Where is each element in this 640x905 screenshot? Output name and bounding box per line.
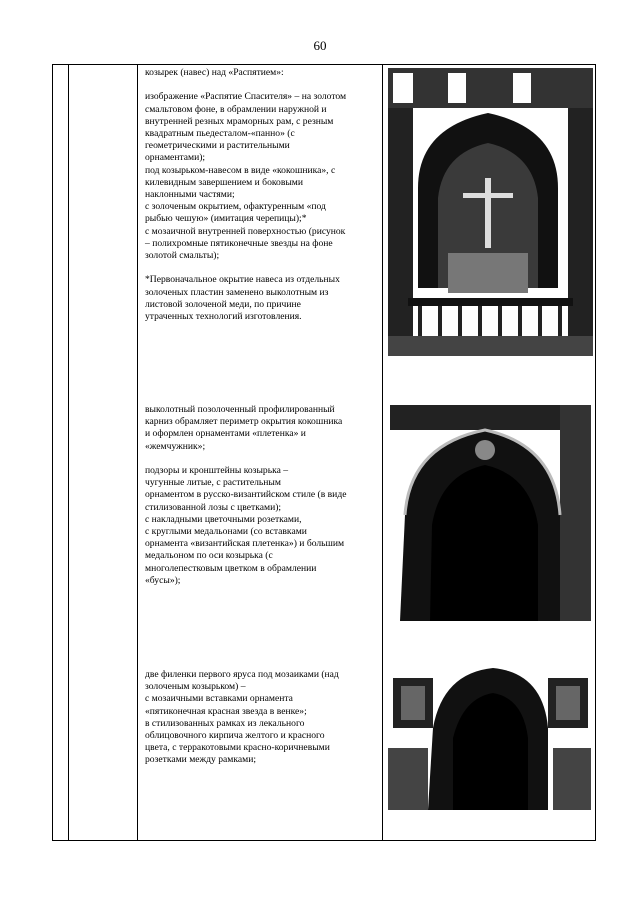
text-line: многолепестковым цветком в обрамлении [145, 562, 317, 574]
text-line: «жемчужник»; [145, 440, 206, 452]
text-line: две филенки первого яруса под мозаиками (над [145, 669, 339, 680]
text-line: с накладными цветочными розетками, [145, 513, 302, 525]
crucifixion-canopy-photo [388, 68, 593, 356]
text-line: козырек (навес) над «Распятием»: [145, 67, 284, 78]
text-line: рыбью чешую» (имитация черепицы);* [145, 213, 307, 225]
paragraph [145, 465, 381, 587]
text-line: розетками между рамками; [145, 754, 257, 766]
panels-photo [388, 668, 591, 810]
text-line: подзоры и кронштейны козырька – [145, 465, 289, 476]
paragraph [145, 274, 381, 323]
paragraph [145, 67, 381, 79]
column-divider [137, 64, 138, 840]
text-line: «бусы»); [145, 574, 181, 586]
column-divider [595, 64, 596, 840]
text-line: внутренней резных мраморных рам, с резным [145, 115, 334, 127]
text-line: облицовочного кирпича желтого и красного [145, 730, 325, 742]
text-line: карниз обрамляет периметр окрытия кокошника [145, 416, 343, 428]
text-line: и оформлен орнаментами «плетенка» и [145, 428, 306, 440]
text-line: геометрическими и растительными [145, 140, 290, 152]
column-divider [52, 64, 53, 840]
column-divider [382, 64, 383, 840]
text-line: золоченых пластин заменено выколотным из [145, 286, 329, 298]
kokoshnik-canopy-photo [390, 405, 591, 621]
paragraph [145, 404, 381, 453]
text-line: под козырьком-навесом в виде «кокошника», с [145, 164, 336, 176]
row-2-description [145, 404, 381, 587]
text-line: орнаментами); [145, 152, 206, 164]
text-line: цвета, с терракотовыми красно-коричневыми [145, 742, 330, 754]
text-line: изображение «Распятие Спасителя» – на золотом [145, 91, 347, 103]
text-line: золотой смальты); [145, 250, 220, 262]
text-line: в стилизованных рамках из лекального [145, 717, 305, 729]
text-line: с мозаичными вставками орнамента [145, 693, 293, 705]
row-1-description [145, 67, 381, 323]
text-line: с золоченым окрытием, офактуренным «под [145, 201, 326, 213]
text-line: «пятиконечная красная звезда в венке»; [145, 705, 307, 717]
page-number: 60 [313, 38, 327, 53]
column-divider [68, 64, 69, 840]
text-line: медальоном по оси козырька (с [145, 550, 273, 562]
text-line: стилизованной лозы с цветками); [145, 501, 282, 513]
text-line: утраченных технологий изготовления. [145, 311, 302, 323]
paragraph [145, 91, 381, 262]
row-3-description [145, 669, 381, 767]
text-line: выколотный позолоченный профилированный [145, 404, 335, 415]
text-line: листовой золоченой меди, по причине [145, 298, 301, 310]
text-line: орнаментом в русско-византийском стиле (в виде [145, 489, 347, 501]
paragraph [145, 669, 381, 767]
text-line: с круглыми медальонами (со вставками [145, 526, 307, 538]
text-line: *Первоначальное окрытие навеса из отдельных [145, 274, 340, 286]
table-top-border [52, 64, 596, 65]
text-line: смальтовом фоне, в обрамлении наружной и [145, 103, 327, 115]
text-line: золоченым козырьком) – [145, 681, 246, 693]
text-line: наклонными частями; [145, 189, 235, 201]
text-line: чугунные литые, с растительным [145, 477, 281, 489]
text-line: с мозаичной внутренней поверхностью (рисунок [145, 225, 346, 237]
text-line: килевидным завершением и боковыми [145, 176, 304, 188]
text-line: – полихромные пятиконечные звезды на фоне [145, 237, 333, 249]
text-line: орнамента «византийская плетенка») и большим [145, 538, 345, 550]
table-bottom-border [52, 840, 596, 841]
text-line: квадратным пьедесталом-«панно» (с [145, 128, 295, 139]
